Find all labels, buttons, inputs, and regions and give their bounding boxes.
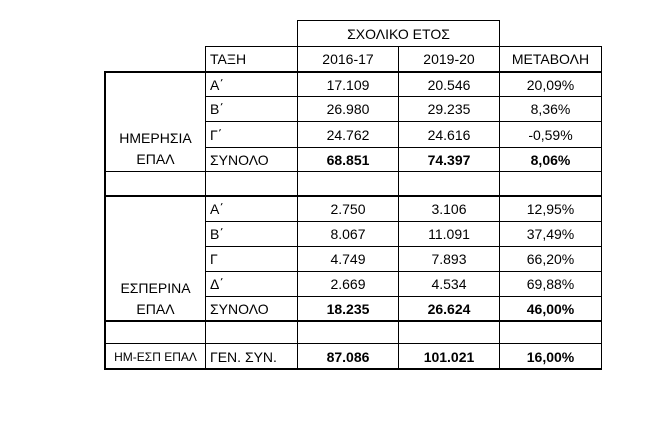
day-c-y1: 24.762 — [326, 126, 370, 143]
evening-total-y2: 26.624 — [427, 300, 471, 317]
day-b-y1: 26.980 — [326, 101, 370, 117]
grand-total-y1: 87.086 — [326, 348, 370, 365]
grid-line — [105, 171, 602, 172]
evening-total-label: ΣΥΝΟΛΟ — [210, 300, 269, 317]
evening-class-c: Γ — [210, 251, 218, 267]
evening-c-y2: 7.893 — [431, 251, 467, 267]
day-c-y2: 24.616 — [427, 126, 471, 143]
day-b-y2: 29.235 — [427, 101, 471, 117]
grand-total-class: ΓΕΝ. ΣΥΝ. — [210, 348, 277, 365]
grid-line — [105, 343, 602, 344]
evening-total-y1: 18.235 — [326, 300, 370, 317]
grid-line — [105, 320, 602, 322]
day-a-y2: 20.546 — [427, 76, 471, 93]
day-c-chg: -0,59% — [528, 126, 573, 143]
evening-a-chg: 12,95% — [526, 201, 575, 217]
evening-b-y2: 11.091 — [428, 226, 470, 242]
day-a-chg: 20,09% — [526, 76, 575, 93]
evening-a-y1: 2.750 — [330, 201, 366, 217]
evening-class-a: Α΄ — [210, 201, 224, 217]
grand-total-y2: 101.021 — [423, 348, 475, 365]
evening-class-d: Δ΄ — [210, 276, 225, 292]
day-total-chg: 8,06% — [530, 151, 571, 168]
day-b-chg: 8,36% — [530, 101, 571, 117]
evening-c-y1: 4.749 — [330, 251, 366, 267]
evening-a-y2: 3.106 — [431, 201, 467, 217]
evening-label-line1: ΕΣΠΕΡΙΝΑ — [120, 280, 191, 296]
evening-b-y1: 8.067 — [330, 226, 366, 242]
day-label-line2: ΕΠΑΛ — [136, 151, 175, 167]
year1-header: 2016-17 — [322, 51, 374, 67]
grid-line — [105, 368, 602, 370]
evening-label-line2: ΕΠΑΛ — [136, 301, 175, 317]
day-total-y2: 74.397 — [427, 151, 471, 168]
evening-school-label — [106, 270, 205, 320]
year2-header: 2019-20 — [423, 51, 475, 67]
day-a-y1: 17.109 — [326, 76, 370, 93]
day-label-line1: ΗΜΕΡΗΣΙΑ — [119, 130, 192, 146]
class-header: ΤΑΞΗ — [210, 51, 247, 67]
change-header: ΜΕΤΑΒΟΛΗ — [511, 51, 590, 67]
evening-c-chg: 66,20% — [526, 251, 575, 267]
grand-total-label: ΗΜ-ΕΣΠ ΕΠΑΛ — [114, 349, 197, 364]
evening-total-chg: 46,00% — [526, 300, 575, 317]
school-year-header: ΣΧΟΛΙΚΟ ΕΤΟΣ — [347, 25, 450, 42]
day-school-label — [106, 110, 205, 170]
day-total-label: ΣΥΝΟΛΟ — [210, 151, 269, 168]
evening-class-b: Β΄ — [210, 226, 224, 242]
day-total-y1: 68.851 — [326, 151, 370, 168]
grand-total-chg: 16,00% — [526, 348, 575, 365]
day-class-a: Α΄ — [210, 76, 224, 93]
day-class-b: Β΄ — [210, 101, 224, 117]
evening-d-y2: 4.534 — [431, 276, 467, 292]
evening-d-chg: 69,88% — [526, 276, 575, 292]
evening-b-chg: 37,49% — [526, 226, 575, 242]
grid-line — [601, 46, 602, 369]
evening-d-y1: 2.669 — [330, 276, 366, 292]
day-class-c: Γ΄ — [210, 126, 223, 143]
